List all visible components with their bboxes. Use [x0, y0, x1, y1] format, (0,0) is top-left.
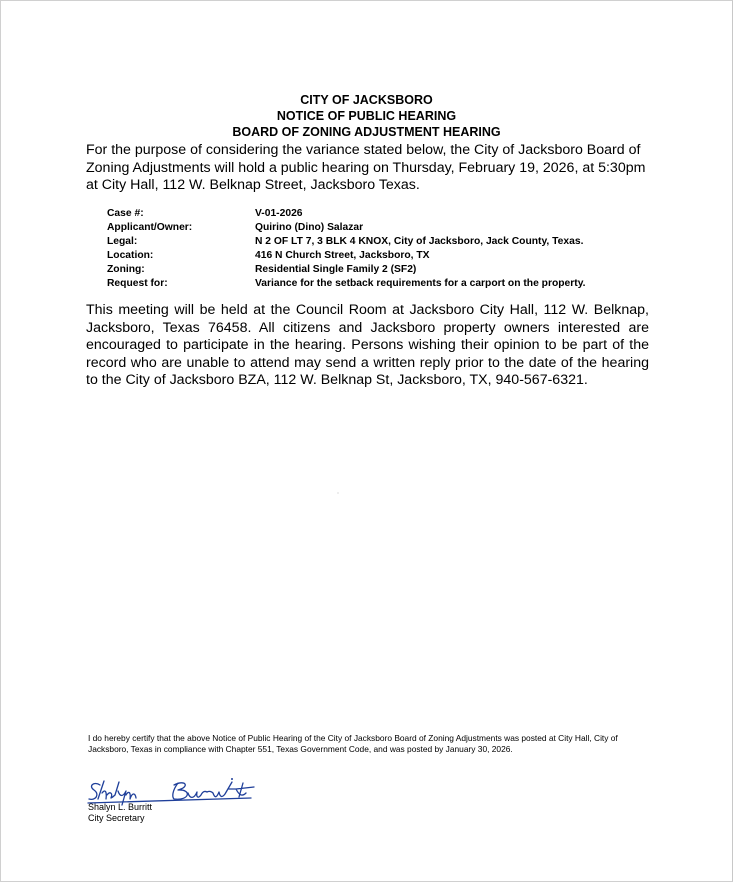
- signer-title: City Secretary: [88, 813, 145, 823]
- certification-statement: I do hereby certify that the above Notice of Public Hearing of the City of Jacksboro Board of Zoning Adjustments was posted at City Hall, City of Jacksboro, Texas in compliance with Chapter 551, Texas Government Code, and was posted by January 30, 2026.: [88, 733, 618, 754]
- detail-row-case: [107, 207, 647, 221]
- detail-value: V-01-2026: [255, 208, 303, 219]
- detail-row-zoning: [107, 263, 647, 277]
- scan-speck: [337, 492, 339, 494]
- header-notice: NOTICE OF PUBLIC HEARING: [276, 109, 457, 123]
- detail-label: Location:: [107, 250, 154, 261]
- detail-value: Residential Single Family 2 (SF2): [255, 264, 417, 275]
- detail-label: Applicant/Owner:: [107, 222, 193, 233]
- detail-row-applicant: [107, 221, 647, 235]
- detail-label: Legal:: [107, 236, 138, 247]
- header-city: CITY OF JACKSBORO: [300, 93, 433, 107]
- detail-label: Case #:: [107, 208, 144, 219]
- detail-row-location: [107, 249, 647, 263]
- header-board: BOARD OF ZONING ADJUSTMENT HEARING: [232, 125, 501, 139]
- detail-value: 416 N Church Street, Jacksboro, TX: [255, 250, 430, 261]
- detail-value: Quirino (Dino) Salazar: [255, 222, 364, 233]
- detail-row-request: [107, 277, 647, 291]
- detail-label: Request for:: [107, 278, 168, 289]
- detail-label: Zoning:: [107, 264, 145, 275]
- signer-name: Shalyn L. Burritt: [88, 802, 153, 812]
- intro-paragraph: For the purpose of considering the variance stated below, the City of Jacksboro Board of Zoning Adjustments will hold a public hearing on Thursday, February 19, 2026, at 5:30pm at City Hall, 112 W. Belknap Street, Jacksboro Texas.: [86, 142, 646, 193]
- case-details: [107, 207, 647, 291]
- detail-value: Variance for the setback requirements for a carport on the property.: [255, 278, 586, 289]
- signer-block: [88, 802, 152, 824]
- detail-row-legal: [107, 235, 647, 249]
- detail-value: N 2 OF LT 7, 3 BLK 4 KNOX, City of Jacksboro, Jack County, Texas.: [255, 236, 584, 247]
- meeting-paragraph: This meeting will be held at the Council Room at Jacksboro City Hall, 112 W. Belknap, Jacksboro, Texas 76458. All citizens and Jacksboro property owners interested are encouraged to participate in the hearing. Persons wishing their opinion to be part of the record who are unable to attend may send a written reply prior to the date of the hearing to the City of Jacksboro BZA, 112 W. Belknap St, Jacksboro, TX, 940-567-6321.: [86, 302, 649, 388]
